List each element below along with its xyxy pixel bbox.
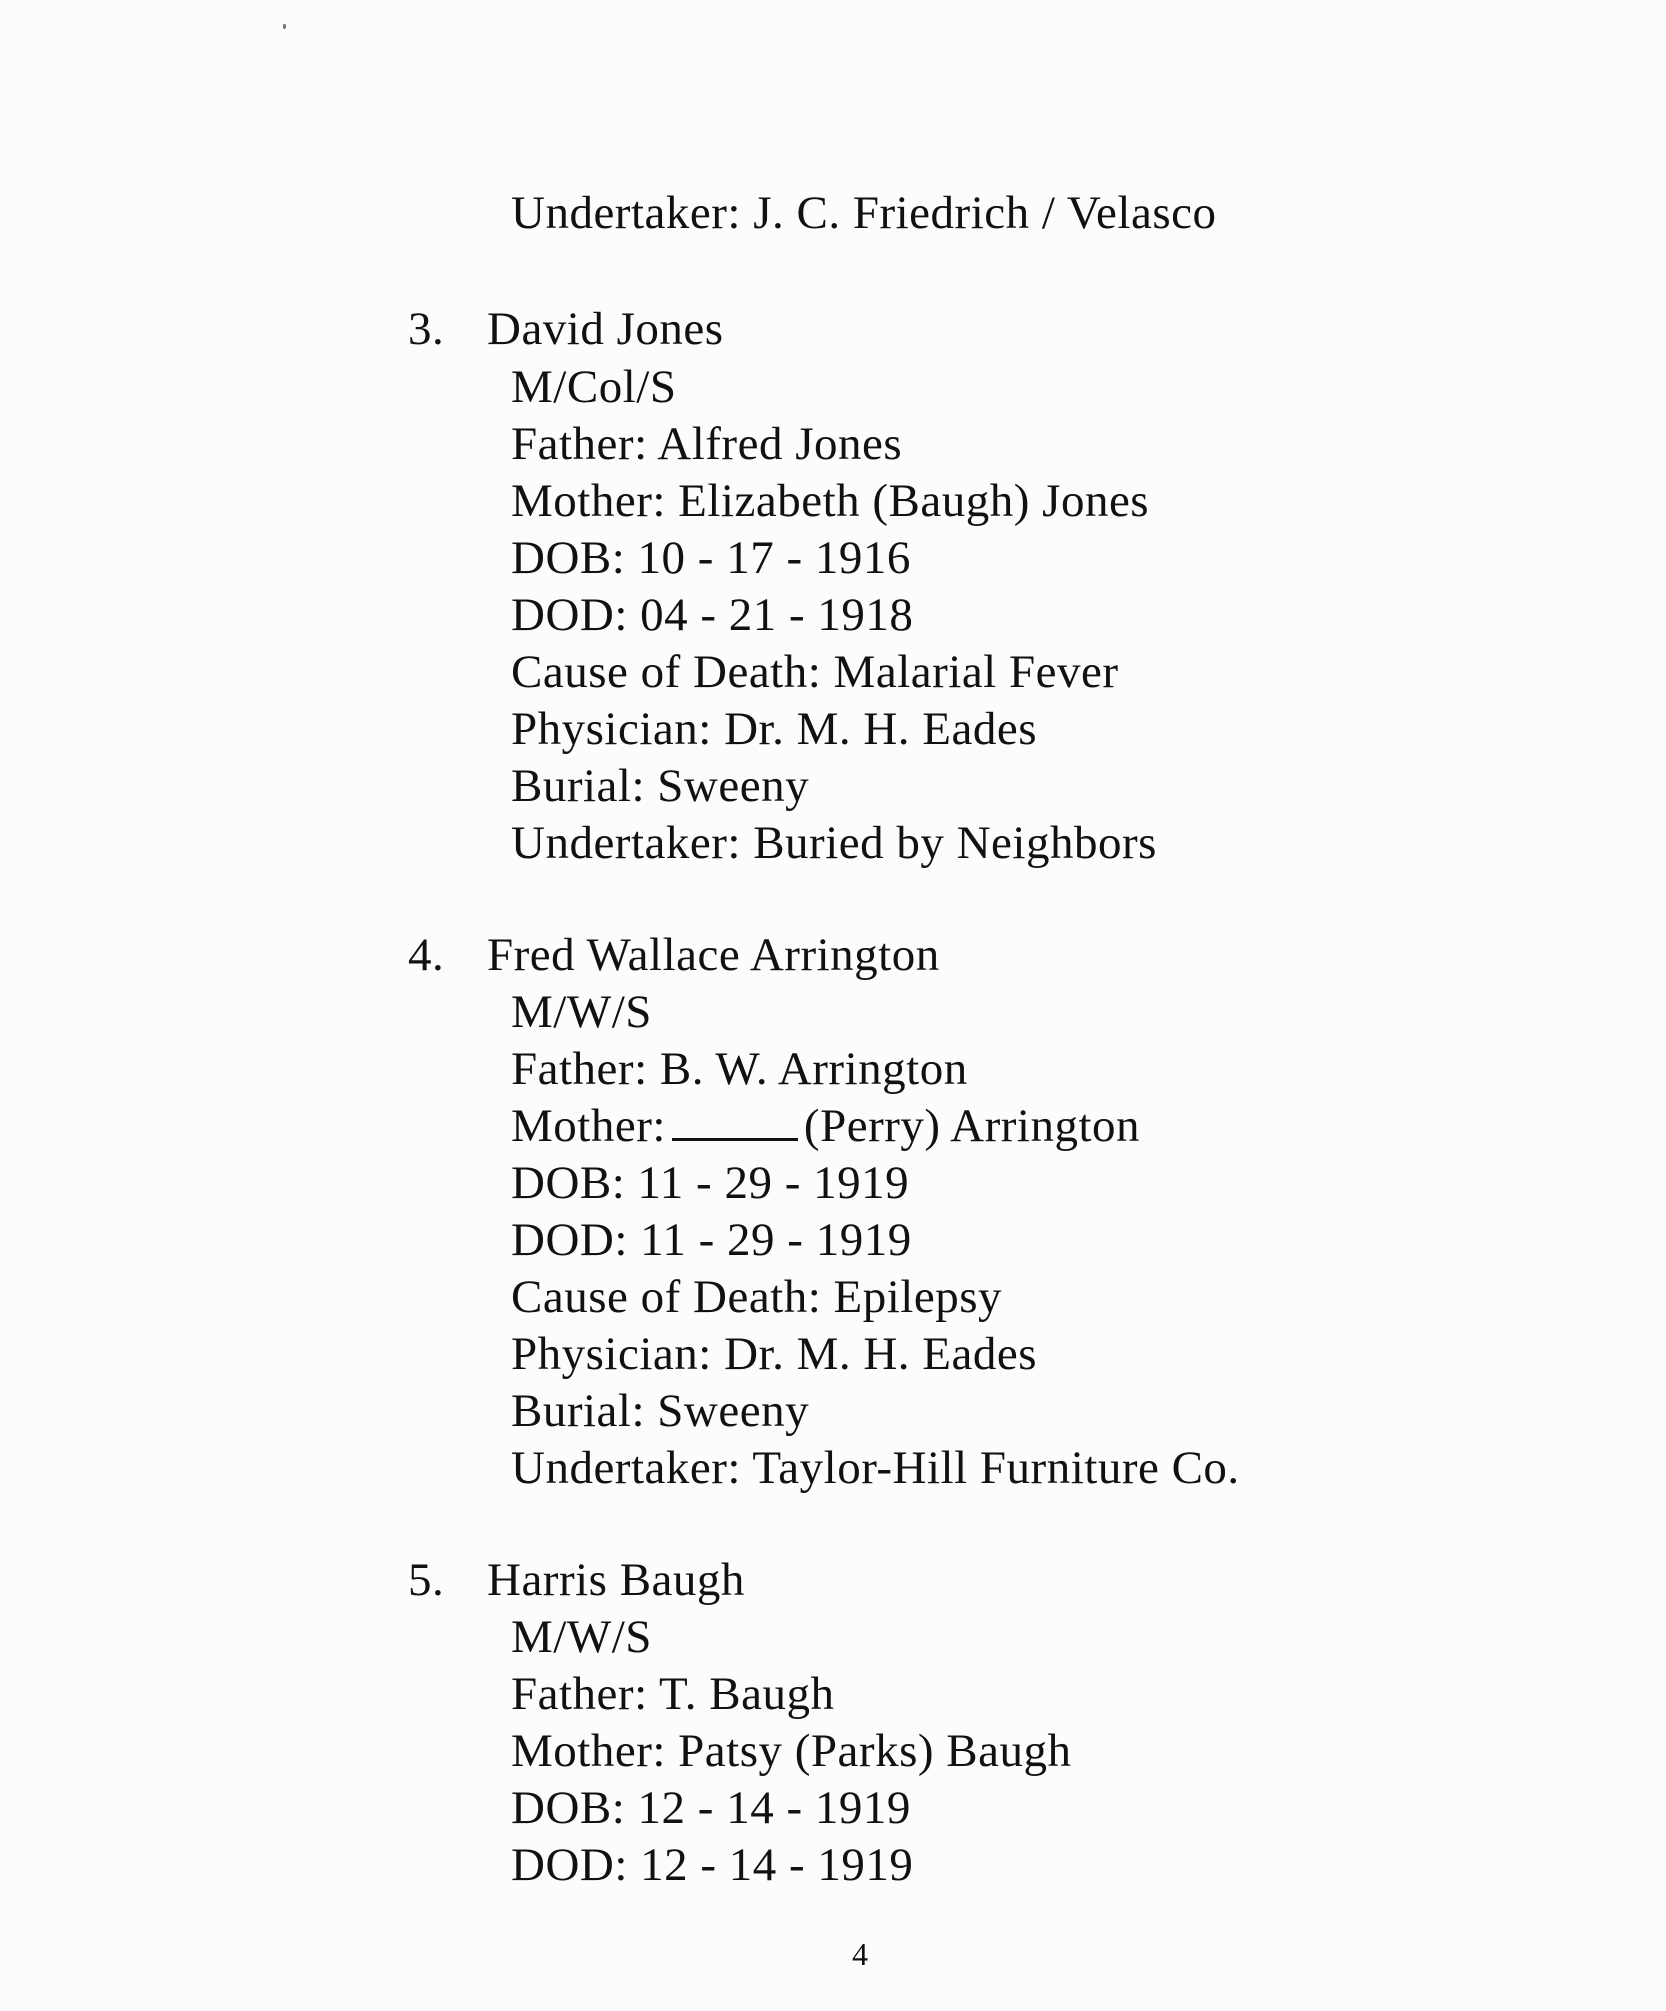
- entry-physician: Physician: Dr. M. H. Eades: [511, 703, 1038, 755]
- page-number: 4: [852, 1936, 868, 1972]
- entry-physician: Physician: Dr. M. H. Eades: [511, 1328, 1038, 1380]
- entry-dod: DOD: 04 - 21 - 1918: [511, 589, 914, 641]
- entry-class: M/W/S: [511, 1611, 652, 1663]
- entry-class: M/W/S: [511, 986, 652, 1038]
- entry-undertaker: Undertaker: Taylor-Hill Furniture Co.: [511, 1442, 1240, 1494]
- entry-burial: Burial: Sweeny: [511, 1385, 810, 1437]
- entry-name: Harris Baugh: [487, 1554, 745, 1606]
- entry-burial: Burial: Sweeny: [511, 760, 810, 812]
- entry-number: 4.: [408, 929, 445, 981]
- continuation-undertaker: Undertaker: J. C. Friedrich / Velasco: [511, 187, 1217, 239]
- entry-name: Fred Wallace Arrington: [487, 929, 940, 981]
- blank-line: [672, 1106, 798, 1141]
- mother-suffix: (Perry) Arrington: [803, 1100, 1141, 1152]
- entry-undertaker: Undertaker: Buried by Neighbors: [511, 817, 1157, 869]
- entry-dob: DOB: 10 - 17 - 1916: [511, 532, 911, 584]
- entry-number: 5.: [408, 1554, 445, 1606]
- entry-father: Father: T. Baugh: [511, 1668, 835, 1720]
- entry-name: David Jones: [487, 303, 724, 355]
- entry-father: Father: B. W. Arrington: [511, 1043, 968, 1095]
- entry-number: 3.: [408, 303, 445, 355]
- entry-cause: Cause of Death: Epilepsy: [511, 1271, 1003, 1323]
- entry-dod: DOD: 12 - 14 - 1919: [511, 1839, 914, 1891]
- entry-mother: [511, 1100, 1141, 1152]
- entry-class: M/Col/S: [511, 361, 677, 413]
- mother-prefix: Mother:: [511, 1100, 666, 1152]
- entry-dob: DOB: 12 - 14 - 1919: [511, 1782, 911, 1834]
- entry-mother: Mother: Patsy (Parks) Baugh: [511, 1725, 1072, 1777]
- entry-mother: Mother: Elizabeth (Baugh) Jones: [511, 475, 1150, 527]
- entry-dob: DOB: 11 - 29 - 1919: [511, 1157, 910, 1209]
- entry-father: Father: Alfred Jones: [511, 418, 903, 470]
- scan-speck: [283, 24, 286, 29]
- entry-cause: Cause of Death: Malarial Fever: [511, 646, 1119, 698]
- entry-dod: DOD: 11 - 29 - 1919: [511, 1214, 912, 1266]
